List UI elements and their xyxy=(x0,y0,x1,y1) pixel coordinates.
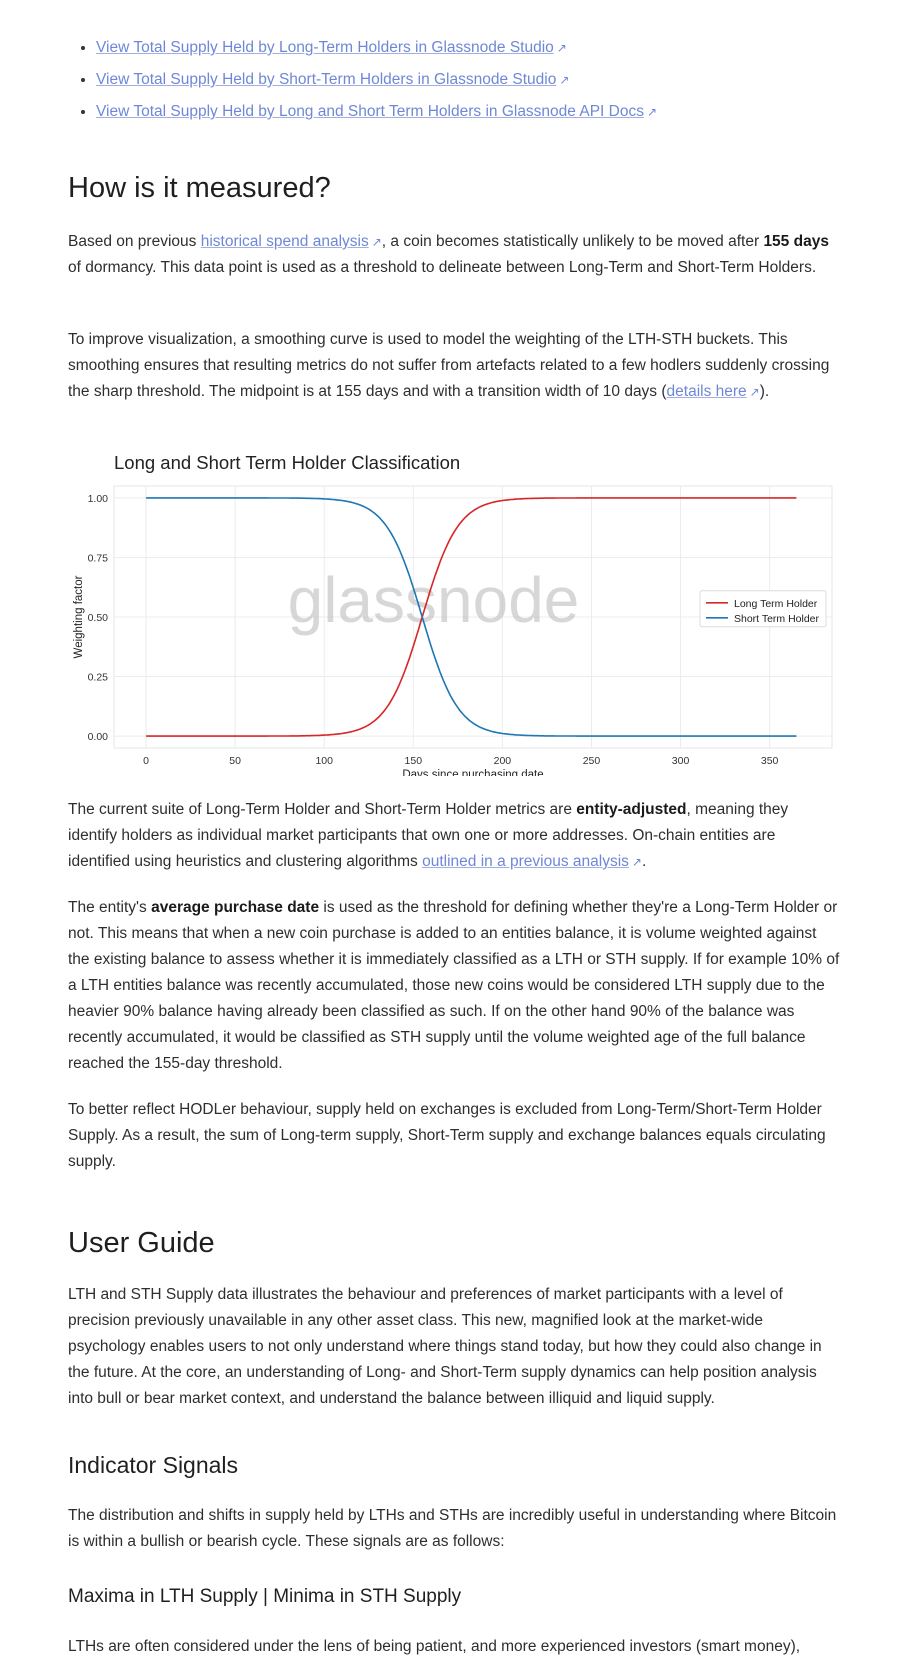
bold-text: average purchase date xyxy=(151,899,320,916)
related-links-list xyxy=(78,32,657,128)
user-guide-heading: User Guide xyxy=(68,1227,215,1259)
x-tick-label: 200 xyxy=(493,755,512,767)
text-span: , meaning they identify holders as individual market participants that own one or more addresses. On-chain entities are identified using heuristics and clustering algorithms xyxy=(68,801,789,870)
x-tick-label: 150 xyxy=(404,755,423,767)
y-tick-label: 0.00 xyxy=(87,731,108,744)
bold-text: entity-adjusted xyxy=(576,801,687,818)
signals-paragraph-2: LTHs are often considered under the lens of being patient, and more experienced investors (smart money), xyxy=(68,1638,801,1655)
external-link-icon: ↗ xyxy=(559,73,570,87)
list-item xyxy=(96,64,657,96)
y-tick-label: 1.00 xyxy=(87,492,108,505)
y-axis-label: Weighting factor xyxy=(73,575,85,659)
x-tick-label: 250 xyxy=(582,755,601,767)
bold-text: 155 days xyxy=(763,233,829,250)
how-measured-heading: How is it measured? xyxy=(68,172,331,204)
text-span: To improve visualization, a smoothing curve is used to model the weighting of the LTH-STH buckets. This smoothing ensures that resulting metrics do not suffer from artefacts related to a few hodlers suddenly crossing the sharp threshold. The midpoint is at 155 days and with a transition width of 10 days ( xyxy=(68,331,830,400)
measured-paragraph-5: To better reflect HODLer behaviour, supply held on exchanges is excluded from Long-Term/Short-Term Holder Supply. As a result, the sum of Long-term supply, Short-Term supply and exchange balances equals circulating supply. xyxy=(68,1101,826,1170)
user-guide-paragraph: LTH and STH Supply data illustrates the behaviour and preferences of market participants with a level of precision previously unavailable in any other asset class. This new, magnified look at the market-wide psychology enables users to not only understand where things stand today, but how they could also change in the future. At the core, an understanding of Long- and Short-Term supply dynamics can help position analysis into bull or bear market context, and understand the balance between illiquid and liquid supply. xyxy=(68,1286,822,1407)
measured-paragraph-2 xyxy=(68,327,840,405)
measured-paragraph-3 xyxy=(68,797,840,875)
holder-classification-chart xyxy=(68,446,840,776)
historical-spend-analysis-link[interactable]: historical spend analysis xyxy=(200,233,369,250)
text-span: Based on previous xyxy=(68,233,201,250)
text-span: . xyxy=(641,853,647,870)
measured-paragraph-1 xyxy=(68,229,840,281)
y-tick-label: 0.50 xyxy=(87,612,108,624)
chart-title: Long and Short Term Holder Classification xyxy=(114,452,461,473)
external-link-icon: ↗ xyxy=(556,41,567,55)
external-link-icon: ↗ xyxy=(646,105,658,119)
text-span: ). xyxy=(759,383,770,400)
maxima-minima-subheading: Maxima in LTH Supply | Minima in STH Supply xyxy=(68,1586,462,1607)
studio-lth-link[interactable]: View Total Supply Held by Long-Term Holders in Glassnode Studio xyxy=(96,39,554,56)
x-tick-label: 100 xyxy=(315,755,333,767)
measured-paragraph-4 xyxy=(68,895,840,1077)
studio-sth-link[interactable]: View Total Supply Held by Short-Term Holders in Glassnode Studio xyxy=(96,71,557,88)
x-tick-label: 350 xyxy=(760,755,779,767)
list-item xyxy=(96,96,657,128)
chart-canvas xyxy=(68,446,840,776)
y-tick-label: 0.25 xyxy=(87,671,108,684)
external-link-icon: ↗ xyxy=(749,385,760,399)
details-here-link[interactable]: details here xyxy=(666,383,747,400)
x-tick-label: 50 xyxy=(229,755,241,767)
indicator-signals-heading: Indicator Signals xyxy=(68,1452,239,1478)
external-link-icon: ↗ xyxy=(631,855,642,869)
y-tick-label: 0.75 xyxy=(87,552,108,565)
legend-label: Short Term Holder xyxy=(734,612,820,625)
external-link-icon: ↗ xyxy=(371,235,382,249)
text-span: , a coin becomes statistically unlikely to be moved after xyxy=(381,233,764,250)
api-docs-link[interactable]: View Total Supply Held by Long and Short Term Holders in Glassnode API Docs xyxy=(96,103,644,120)
glassnode-watermark: glassnode xyxy=(287,564,580,637)
x-axis-label: Days since purchasing date xyxy=(402,769,544,776)
list-item xyxy=(96,32,657,64)
signals-paragraph: The distribution and shifts in supply held by LTHs and STHs are incredibly useful in understanding where Bitcoin is within a bullish or bearish cycle. These signals are as follows: xyxy=(68,1507,837,1550)
text-span: The current suite of Long-Term Holder and Short-Term Holder metrics are xyxy=(68,801,577,818)
x-tick-label: 300 xyxy=(671,755,690,767)
legend-label: Long Term Holder xyxy=(734,597,818,610)
text-span: is used as the threshold for defining whether they're a Long-Term Holder or not. This means that when a new coin purchase is added to an entities balance, it is volume weighted against the existing balance to assess whether it is immediately classified as a LTH or STH supply. If for example 10% of a LTH entities balance was recently accumulated, those new coins would be considered LTH supply due to the heavier 90% balance having already been classified as such. If on the other hand 90% of the balance was recently accumulated, it would be classified as STH supply until the volume weighted age of the full balance reached the 155-day threshold. xyxy=(68,899,840,1072)
previous-analysis-link[interactable]: outlined in a previous analysis xyxy=(422,853,629,870)
text-span: The entity's xyxy=(68,899,152,916)
x-tick-label: 0 xyxy=(143,755,149,767)
text-span: of dormancy. This data point is used as a threshold to delineate between Long-Term and Short-Term Holders. xyxy=(68,259,817,276)
